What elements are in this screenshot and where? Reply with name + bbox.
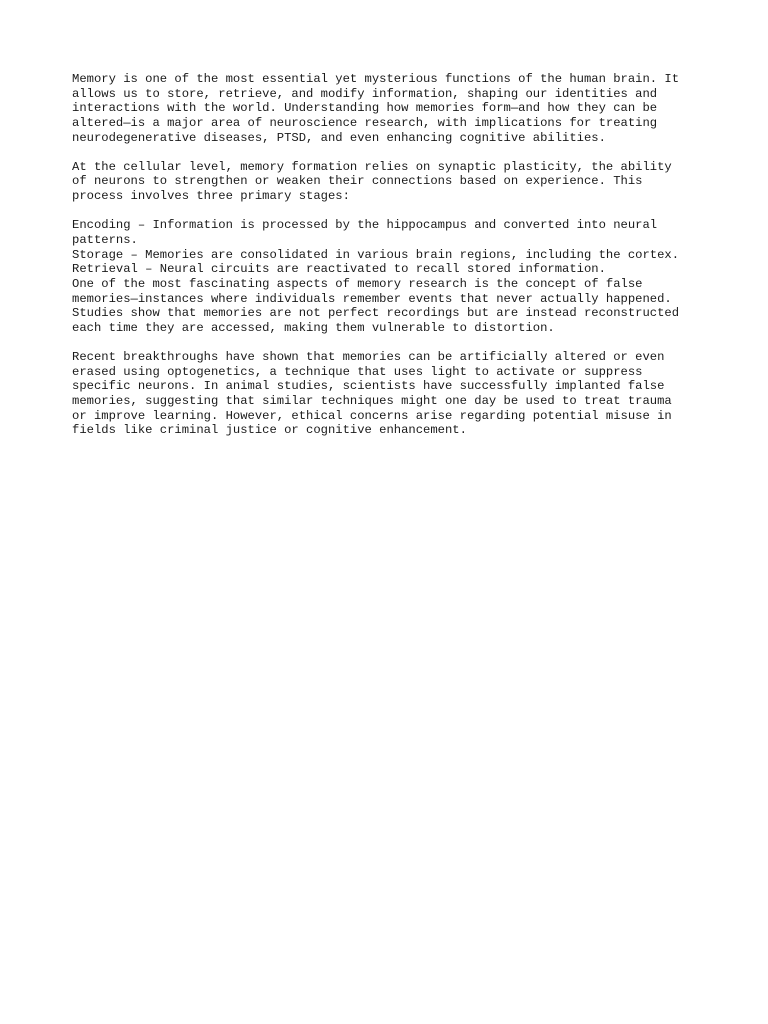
paragraph-spacer (72, 145, 712, 160)
text-line: memories—instances where individuals remember events that never actually happened. (72, 291, 672, 306)
stage-item-retrieval: Retrieval – Neural circuits are reactivated to recall stored information. (72, 262, 606, 277)
stage-item-storage: Storage – Memories are consolidated in various brain regions, including the cortex. (72, 247, 680, 262)
text-line: Memory is one of the most essential yet mysterious functions of the human brain. It (72, 72, 680, 86)
text-line: each time they are accessed, making them vulnerable to distortion. (72, 320, 555, 335)
text-line: specific neurons. In animal studies, scientists have successfully implanted false (72, 379, 665, 394)
text-line: At the cellular level, memory formation relies on synaptic plasticity, the ability (72, 159, 672, 174)
paragraph-intro (72, 72, 712, 145)
stage-item-encoding-continued: patterns. (72, 233, 138, 248)
paragraph-breakthroughs (72, 350, 712, 438)
text-line: Studies show that memories are not perfect recordings but are instead reconstructed (72, 306, 680, 321)
text-line: erased using optogenetics, a technique that uses light to activate or suppress (72, 364, 643, 379)
text-line: allows us to store, retrieve, and modify information, shaping our identities and (72, 86, 658, 101)
text-line: of neurons to strengthen or weaken their connections based on experience. This (72, 174, 643, 189)
stages-list (72, 218, 712, 277)
text-line: One of the most fascinating aspects of memory research is the concept of false (72, 276, 643, 291)
text-line: fields like criminal justice or cognitive enhancement. (72, 423, 467, 438)
paragraph-cellular (72, 160, 712, 204)
text-line: process involves three primary stages: (72, 189, 350, 204)
text-line: neurodegenerative diseases, PTSD, and even enhancing cognitive abilities. (72, 130, 606, 145)
text-line: Recent breakthroughs have shown that memories can be artificially altered or even (72, 350, 665, 365)
text-line: or improve learning. However, ethical concerns arise regarding potential misuse in (72, 408, 672, 423)
text-line: memories, suggesting that similar techniques might one day be used to treat trauma (72, 394, 672, 409)
paragraph-false-memories (72, 277, 712, 336)
document-body (72, 72, 712, 438)
paragraph-spacer (72, 336, 712, 351)
text-line: altered—is a major area of neuroscience research, with implications for treating (72, 115, 658, 130)
stage-item-encoding: Encoding – Information is processed by the hippocampus and converted into neural (72, 218, 658, 233)
paragraph-spacer (72, 204, 712, 219)
text-line: interactions with the world. Understanding how memories form—and how they can be (72, 101, 658, 116)
